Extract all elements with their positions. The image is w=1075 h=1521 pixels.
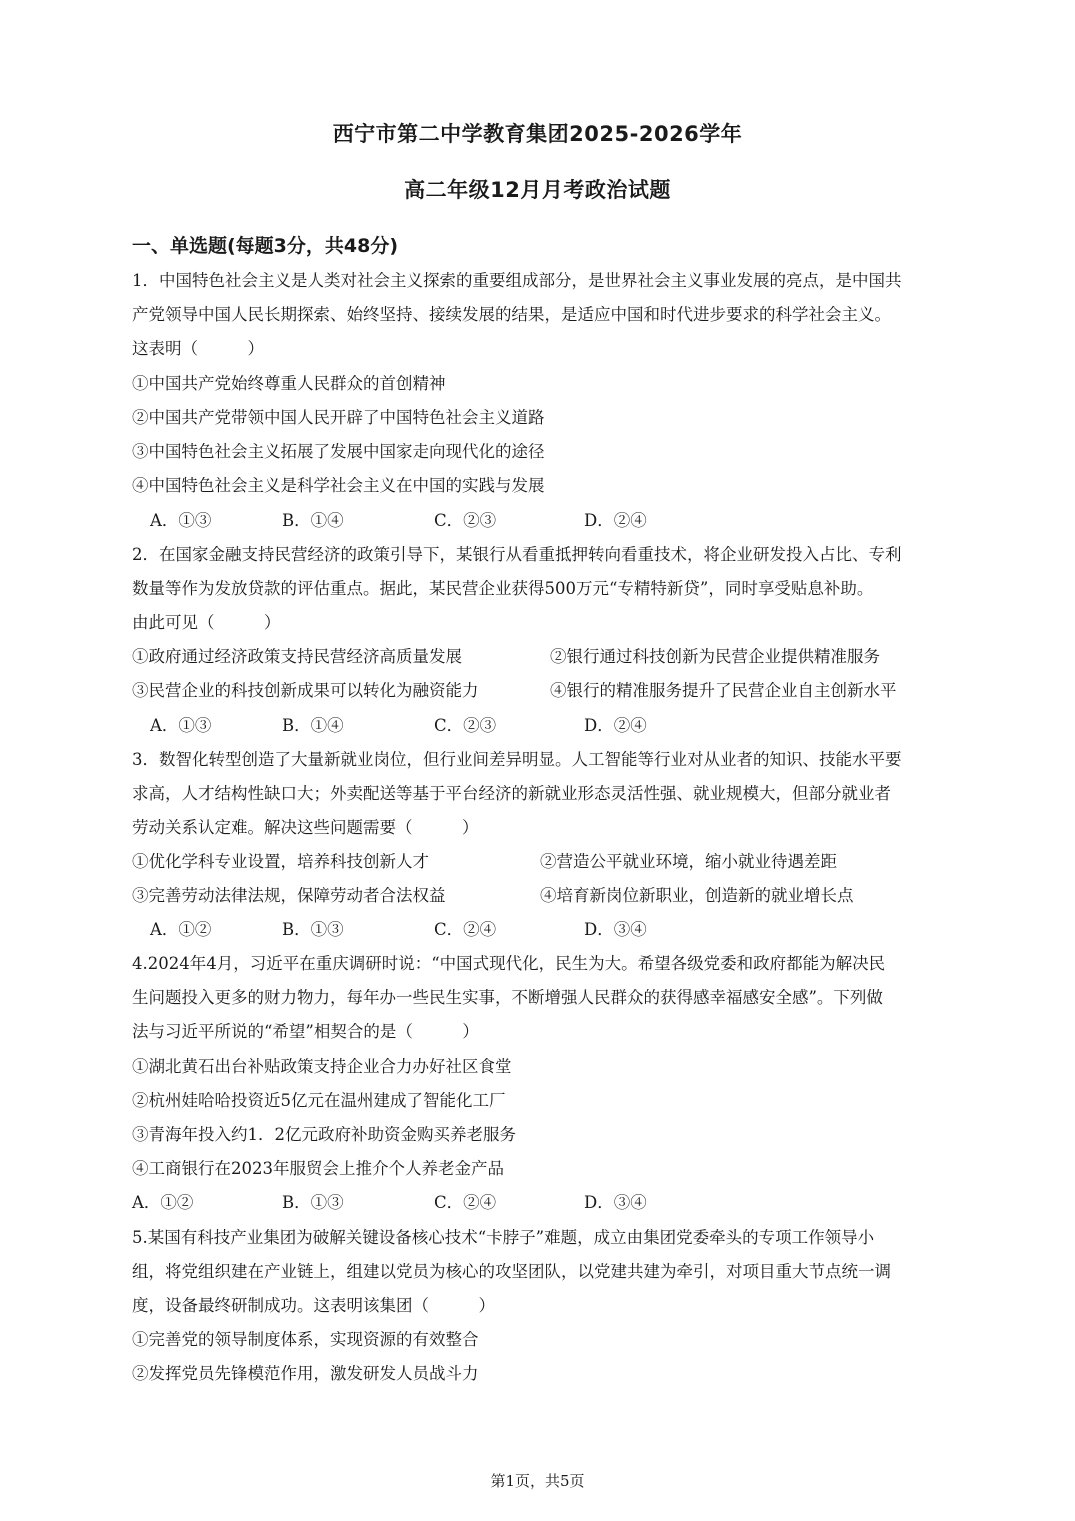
statement-item: ①完善党的领导制度体系，实现资源的有效整合 [132,1330,479,1349]
option-b: B．①③ [282,1193,344,1212]
statement-item: ②发挥党员先锋模范作用，激发研发人员战斗力 [132,1364,479,1383]
page-footer: 第1页，共5页 [490,1472,585,1490]
option-c: C．②③ [434,716,497,735]
option-b: B．①③ [282,920,344,939]
option-d: D．③④ [584,920,647,939]
question-stem-line: 4.2024年4月，习近平在重庆调研时说：“中国式现代化，民生为大。希望各级党委和政府都能为解决民 [132,954,886,973]
option-c: C．②③ [434,511,497,530]
question-stem-line: 劳动关系认定难。解决这些问题需要（ ） [132,818,479,837]
option-b: B．①④ [282,511,344,530]
option-c: C．②④ [434,920,497,939]
statement-item: ③完善劳动法律法规，保障劳动者合法权益 [132,886,446,905]
statement-item: ④培育新岗位新职业，创造新的就业增长点 [540,886,854,905]
question-stem-line: 5.某国有科技产业集团为破解关键设备核心技术“卡脖子”难题，成立由集团党委牵头的专项工作领导小 [132,1228,875,1247]
statement-item: ①湖北黄石出台补贴政策支持企业合力办好社区食堂 [132,1057,512,1076]
question-stem-line: 法与习近平所说的“希望”相契合的是（ ） [132,1022,479,1041]
option-d: D．②④ [584,511,647,530]
statement-item: ④工商银行在2023年服贸会上推介个人养老金产品 [132,1159,504,1178]
option-a: A．①③ [150,716,212,735]
statement-item: ③青海年投入约1．2亿元政府补助资金购买养老服务 [132,1125,516,1144]
question-stem-line: 生问题投入更多的财力物力，每年办一些民生实事，不断增强人民群众的获得感幸福感安全感”。下列做 [132,988,883,1007]
question-stem-line: 组，将党组织建在产业链上，组建以党员为核心的攻坚团队，以党建共建为牵引，对项目重大节点统一调 [132,1262,891,1281]
option-a: A．①② [132,1193,194,1212]
statement-item: ②银行通过科技创新为民营企业提供精准服务 [550,647,880,666]
question-stem-line: 这表明（ ） [132,339,264,358]
exam-title-line1: 西宁市第二中学教育集团2025-2026学年 [332,122,743,146]
question-stem-line: 由此可见（ ） [132,613,281,632]
option-d: D．③④ [584,1193,647,1212]
option-b: B．①④ [282,716,344,735]
statement-item: ②中国共产党带领中国人民开辟了中国特色社会主义道路 [132,408,545,427]
question-stem-line: 数量等作为发放贷款的评估重点。据此，某民营企业获得500万元“专精特新贷”，同时享受贴息补助。 [132,579,874,598]
question-stem-line: 产党领导中国人民长期探索、始终坚持、接续发展的结果，是适应中国和时代进步要求的科学社会主义。 [132,305,891,324]
statement-item: ④银行的精准服务提升了民营企业自主创新水平 [550,681,897,700]
exam-title-line2: 高二年级12月月考政治试题 [404,178,671,202]
option-a: A．①② [150,920,212,939]
question-stem-line: 3．数智化转型创造了大量新就业岗位，但行业间差异明显。人工智能等行业对从业者的知识、技能水平要 [132,750,902,769]
section-heading: 一、单选题(每题3分，共48分) [132,235,399,257]
question-stem-line: 求高，人才结构性缺口大；外卖配送等基于平台经济的新就业形态灵活性强、就业规模大，但部分就业者 [132,784,891,803]
question-stem-line: 1．中国特色社会主义是人类对社会主义探索的重要组成部分，是世界社会主义事业发展的亮点，是中国共 [132,271,902,290]
statement-item: ③民营企业的科技创新成果可以转化为融资能力 [132,681,479,700]
option-c: C．②④ [434,1193,497,1212]
statement-item: ①政府通过经济政策支持民营经济高质量发展 [132,647,462,666]
option-d: D．②④ [584,716,647,735]
statement-item: ②杭州娃哈哈投资近5亿元在温州建成了智能化工厂 [132,1091,506,1110]
question-stem-line: 度，设备最终研制成功。这表明该集团（ ） [132,1296,495,1315]
statement-item: ③中国特色社会主义拓展了发展中国家走向现代化的途径 [132,442,545,461]
question-stem-line: 2．在国家金融支持民营经济的政策引导下，某银行从看重抵押转向看重技术，将企业研发投入占比、专利 [132,545,902,564]
statement-item: ①优化学科专业设置，培养科技创新人才 [132,852,429,871]
option-a: A．①③ [150,511,212,530]
statement-item: ④中国特色社会主义是科学社会主义在中国的实践与发展 [132,476,545,495]
statement-item: ①中国共产党始终尊重人民群众的首创精神 [132,374,446,393]
statement-item: ②营造公平就业环境，缩小就业待遇差距 [540,852,837,871]
